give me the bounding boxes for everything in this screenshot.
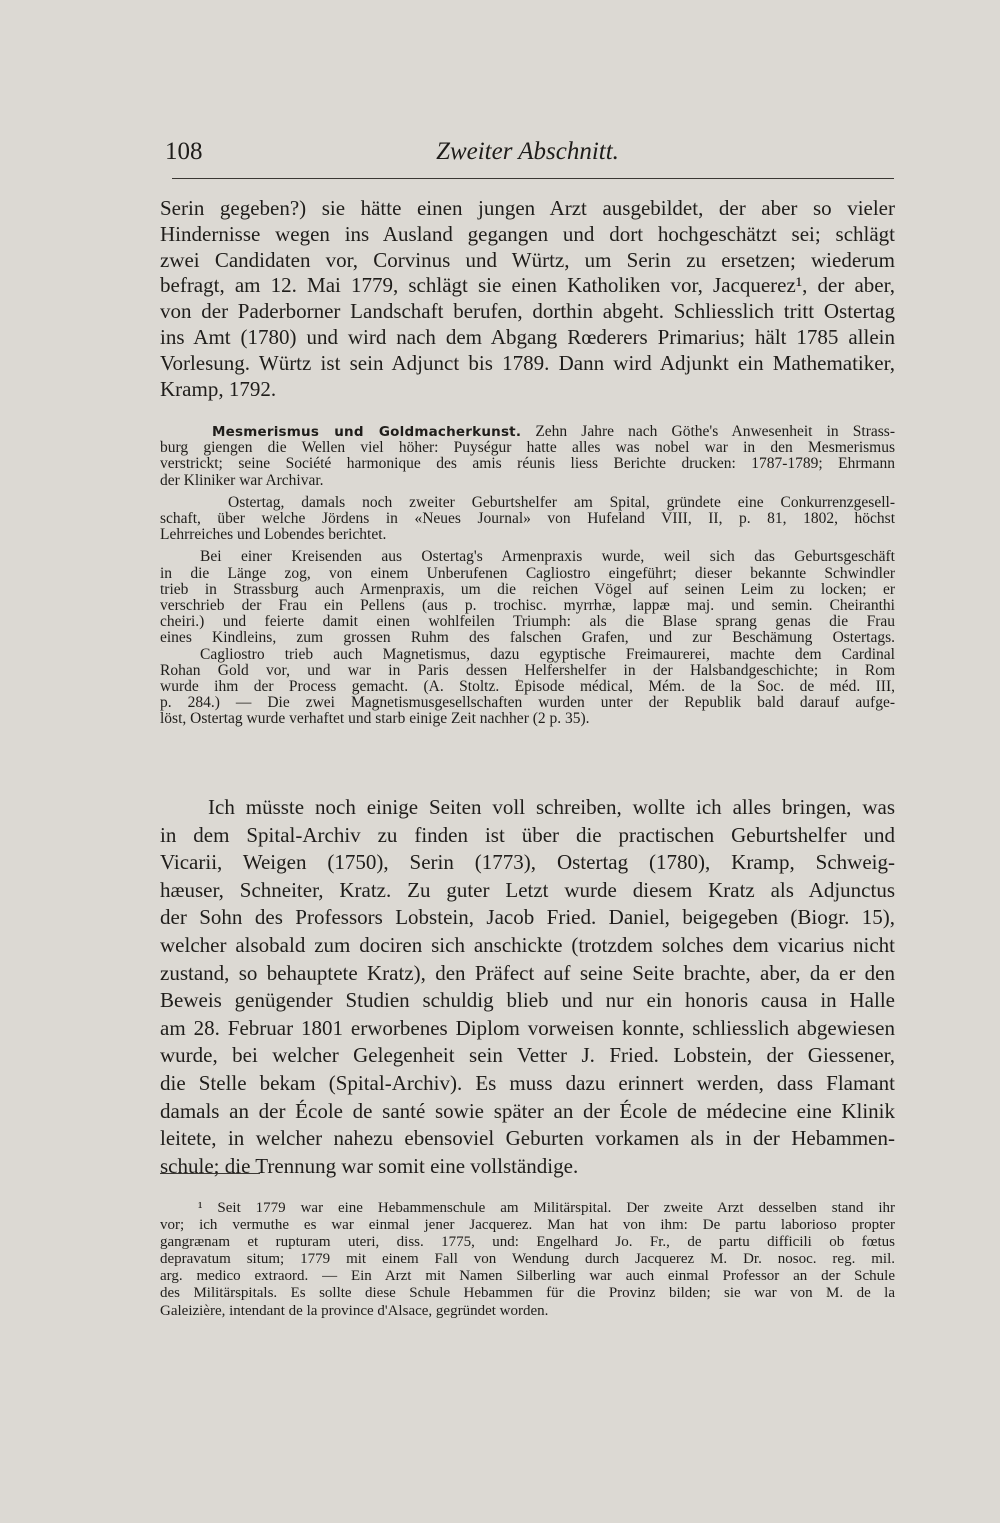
- text-line: eines Kindleins, zum grossen Ruhm des falschen Grafen, und zur Beschämung Ostertags.: [160, 630, 895, 647]
- text-line: burg giengen die Wellen viel höher: Puységur hatte alles was nobel war in den Mesmerismus: [160, 440, 895, 457]
- text-line: Beweis genügender Studien schuldig blieb und nur ein honoris causa in Halle: [160, 988, 895, 1013]
- main-paragraph: [160, 794, 895, 1180]
- text-line: Hindernisse wegen ins Ausland gegangen und dort hochgeschätzt sei; schlägt: [160, 221, 895, 246]
- text-line: damals an der École de santé sowie später an der École de médecine eine Klinik: [160, 1098, 895, 1123]
- page-header: [160, 138, 895, 178]
- text-line: ¹ Seit 1779 war eine Hebammenschule am Militärspital. Der zweite Arzt desselben stand ihr: [198, 1200, 895, 1216]
- text-line: ins Amt (1780) und wird nach dem Abgang Rœderers Primarius; hält 1785 allein: [160, 324, 895, 349]
- text-line: wurde, bei welcher Gelegenheit sein Vetter J. Fried. Lobstein, der Giessener,: [160, 1043, 895, 1068]
- text-line: der Sohn des Professors Lobstein, Jacob Fried. Daniel, beigegeben (Biogr. 15),: [160, 905, 895, 930]
- running-title: Zweiter Abschnitt.: [436, 138, 619, 165]
- text-line: Kramp, 1792.: [160, 376, 277, 401]
- text-line: Zehn Jahre nach Göthe's Anwesenheit in Strass-: [535, 424, 895, 440]
- text-line: Ich müsste noch einige Seiten voll schreiben, wollte ich alles bringen, was: [208, 795, 895, 819]
- text-line: Vorlesung. Würtz ist sein Adjunct bis 1789. Dann wird Adjunkt ein Mathematiker,: [160, 350, 895, 375]
- text-line: zwei Candidaten vor, Corvinus und Würtz, um Serin zu ersetzen; wiederum: [160, 247, 895, 272]
- text-line: cheiri.) und feierte damit einen wohlfeilen Triumph: als die Blase sprang genas die Frau: [160, 614, 895, 631]
- text-line: [160, 424, 895, 440]
- text-line: am 28. Februar 1801 erworbenes Diplom vorweisen konnte, schliesslich abgewiesen: [160, 1015, 895, 1040]
- text-line: zustand, so behauptete Kratz), den Präfect auf seine Seite brachte, aber, da er den: [160, 960, 895, 985]
- text-line: Lehrreiches und Lobendes berichtet.: [160, 527, 387, 544]
- text-line: Cagliostro trieb auch Magnetismus, dazu egyptische Freimaurerei, machte dem Cardinal: [200, 646, 895, 663]
- text-line: von der Paderborner Landschaft berufen, dorthin abgeht. Schliesslich tritt Ostertag: [160, 299, 895, 324]
- text-line: trieb in Strassburg auch Armenpraxis, um die reichen Vögel auf seinen Leim zu locken; er: [160, 581, 895, 598]
- header-rule: [172, 178, 894, 179]
- text-line: vor; ich vermuthe es war einmal jener Jacquerez. Man hat von ihm: De partu laborioso propter: [160, 1217, 895, 1234]
- small-print-section: [160, 424, 895, 728]
- text-line: die Stelle bekam (Spital-Archiv). Es muss dazu erinnert werden, dass Flamant: [160, 1070, 895, 1095]
- section-heading: Mesmerismus und Goldmacherkunst.: [212, 424, 522, 440]
- text-line: hæuser, Schneiter, Kratz. Zu guter Letzt wurde diesem Kratz als Adjunctus: [160, 877, 895, 902]
- text-line: der Kliniker war Archivar.: [160, 472, 324, 489]
- footnote-rule: [160, 1173, 260, 1174]
- text-line: verschrieb der Frau ein Pellens (aus p. trochisc. myrrhæ, lappæ maj. und semin. Cheiranthi: [160, 598, 895, 615]
- text-line: löst, Ostertag wurde verhaftet und starb einige Zeit nachher (2 p. 35).: [160, 711, 590, 728]
- footnote: [160, 1200, 895, 1320]
- text-line: Rohan Gold vor, und war in Paris dessen Helfershelfer in der Halsbandgeschichte; in Rom: [160, 662, 895, 679]
- text-line: arg. medico extraord. — Ein Arzt mit Namen Silberling war auch einmal Professor an der Schule: [160, 1268, 895, 1285]
- text-line: in die Länge zog, von einem Unberufenen Cagliostro eingeführt; dieser bekannte Schwindler: [160, 565, 895, 582]
- text-line: schule; die Trennung war somit eine vollständige.: [160, 1153, 579, 1178]
- text-line: Galeizière, intendant de la province d'Alsace, gegründet worden.: [160, 1302, 549, 1319]
- text-line: p. 284.) — Die zwei Magnetismusgesellschaften wurden unter der Republik bald darauf aufge-: [160, 695, 895, 712]
- text-line: Vicarii, Weigen (1750), Serin (1773), Ostertag (1780), Kramp, Schweig-: [160, 850, 895, 875]
- paragraph-continuation: [160, 196, 895, 402]
- page-number: 108: [165, 138, 203, 165]
- text-line: verstrickt; seine Société harmonique des amis réunis liess Berichte drucken: 1787-1789; Ehrmann: [160, 456, 895, 473]
- text-line: welcher alsobald zum dociren sich anschickte (trotzdem solches dem vicarius nicht: [160, 932, 895, 957]
- text-line: Bei einer Kreisenden aus Ostertag's Armenpraxis wurde, weil sich das Geburtsgeschäft: [200, 549, 895, 566]
- text-line: des Militärspitals. Es sollte diese Schule Hebammen für die Provinz bilden; sie war von M. de la: [160, 1285, 895, 1302]
- text-line: in dem Spital-Archiv zu finden ist über die practischen Geburtshelfer und: [160, 822, 895, 847]
- text-line: schaft, über welche Jördens in «Neues Journal» von Hufeland VIII, II, p. 81, 1802, höchst: [160, 511, 895, 528]
- text-line: leitete, in welcher nahezu ebensoviel Geburten vorkamen als in der Hebammen-: [160, 1126, 895, 1151]
- text-line: Serin gegeben?) sie hätte einen jungen Arzt ausgebildet, der aber so vieler: [160, 196, 895, 220]
- text-line: Ostertag, damals noch zweiter Geburtshelfer am Spital, gründete eine Conkurrenzgesell-: [228, 494, 895, 511]
- text-line: befragt, am 12. Mai 1779, schlägt sie einen Katholiken vor, Jacquerez¹, der aber,: [160, 273, 895, 298]
- text-line: wurde ihm der Process gemacht. (A. Stoltz. Épisode médical, Mém. de la Soc. de méd. III,: [160, 679, 895, 696]
- text-line: gangrænam et rupturam uteri, diss. 1775, und: Engelhard Jo. Fr., de partu difficili ob fœtus: [160, 1234, 895, 1251]
- text-line: depravatum situm; 1779 mit einem Fall von Wendung durch Jacquerez M. Dr. nosoc. reg. mil.: [160, 1251, 895, 1268]
